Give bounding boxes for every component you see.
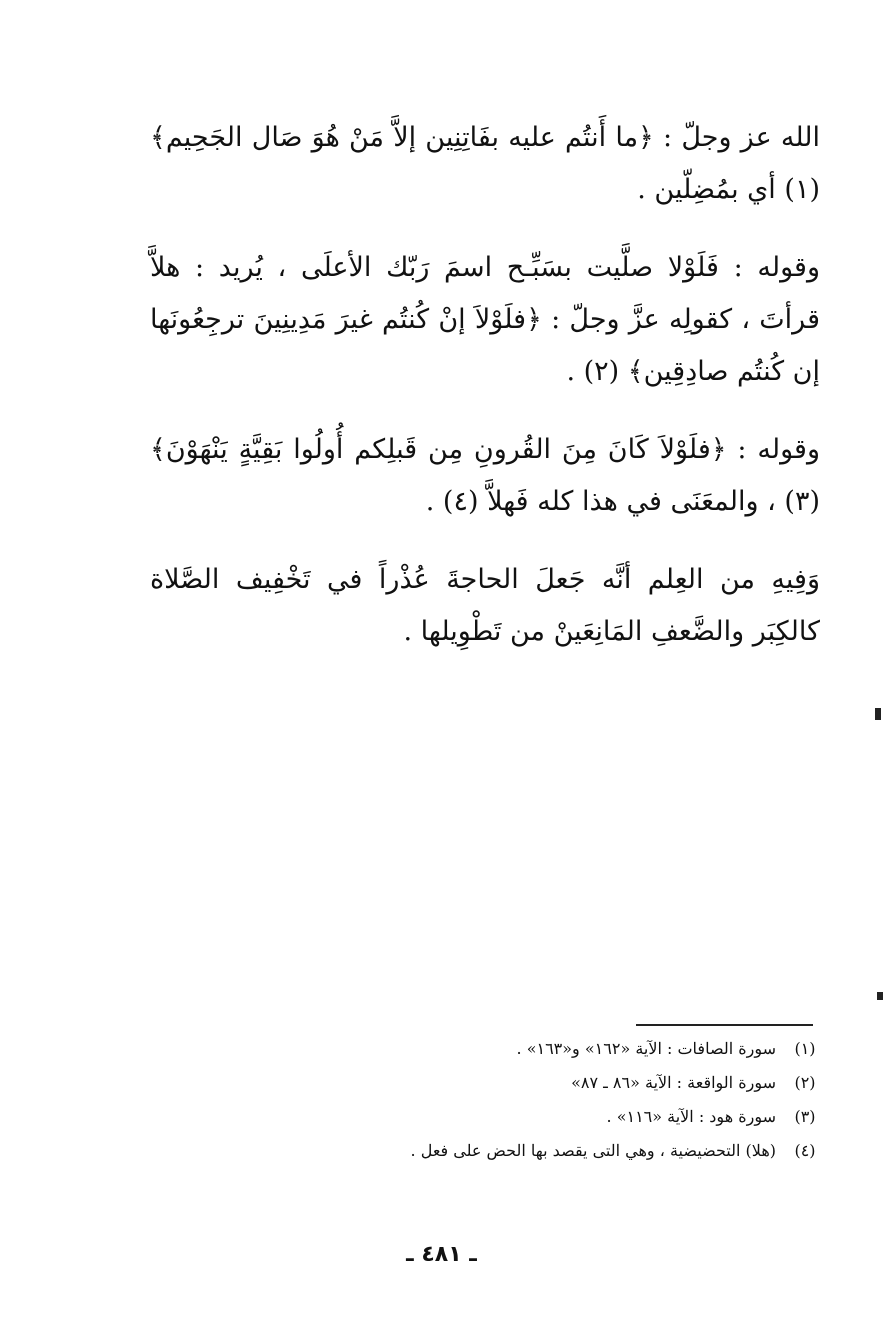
paragraph-4: وَفِيهِ من العِلم أنَّه جَعلَ الحاجةَ عُذْراً في تَخْفِيف الصَّلاة كالكِبَر والضَّعفِ المَانِعَينْ من تَطْوِيلها . <box>150 564 820 647</box>
footnote-number: (٢) <box>794 1073 816 1092</box>
footnote-3 <box>240 1100 822 1134</box>
footnote-number: (٤) <box>794 1141 816 1160</box>
footnote-1 <box>240 1032 822 1066</box>
footnote-separator <box>636 1024 813 1026</box>
footnote-number: (١) <box>794 1039 816 1058</box>
footnotes <box>240 1032 822 1168</box>
paragraph-3: وقوله : ﴿فلَوْلاَ كَانَ مِنَ القُرونِ مِن قَبلِكم أُولُوا بَقِيَّةٍ يَنْهَوْنَ﴾ (٣) ، والمعَنَى في هذا كله فَهلاَّ (٤) . <box>150 434 820 517</box>
footnote-text: (هلا) التحضيضية ، وهي التى يقصد بها الحض على فعل . <box>410 1141 776 1160</box>
scan-edge-mark <box>875 708 881 720</box>
footnote-number: (٣) <box>794 1107 816 1126</box>
footnote-2 <box>240 1066 822 1100</box>
paragraph-2: وقوله : فَلَوْلا صلَّيت بسَبِّـح اسمَ رَبّك الأعلَى ، يُريد : هلاَّ قرأتَ ، كقولِه عزَّ وجلّ : ﴿فلَوْلاَ إنْ كُنتُم غيرَ مَدِينِينَ ترجِعُونَها إن كُنتُم صادِقِين﴾ (٢) . <box>150 252 820 387</box>
page-number: ـ ٤٨١ ـ <box>406 1242 477 1267</box>
main-text <box>150 112 820 684</box>
scan-edge-mark <box>877 992 883 1000</box>
footnote-text: سورة الصافات : الآية «١٦٢» و«١٦٣» . <box>516 1039 776 1058</box>
paragraph-1: الله عز وجلّ : ﴿ما أَنتُم عليه بفَاتِنِين إلاَّ مَنْ هُوَ صَال الجَحِيم﴾ (١) أي بمُضِلّين . <box>150 122 820 205</box>
footnote-4 <box>240 1134 822 1168</box>
footnote-text: سورة هود : الآية «١١٦» . <box>606 1107 776 1126</box>
footnote-text: سورة الواقعة : الآية «٨٦ ـ ٨٧» <box>571 1073 776 1092</box>
